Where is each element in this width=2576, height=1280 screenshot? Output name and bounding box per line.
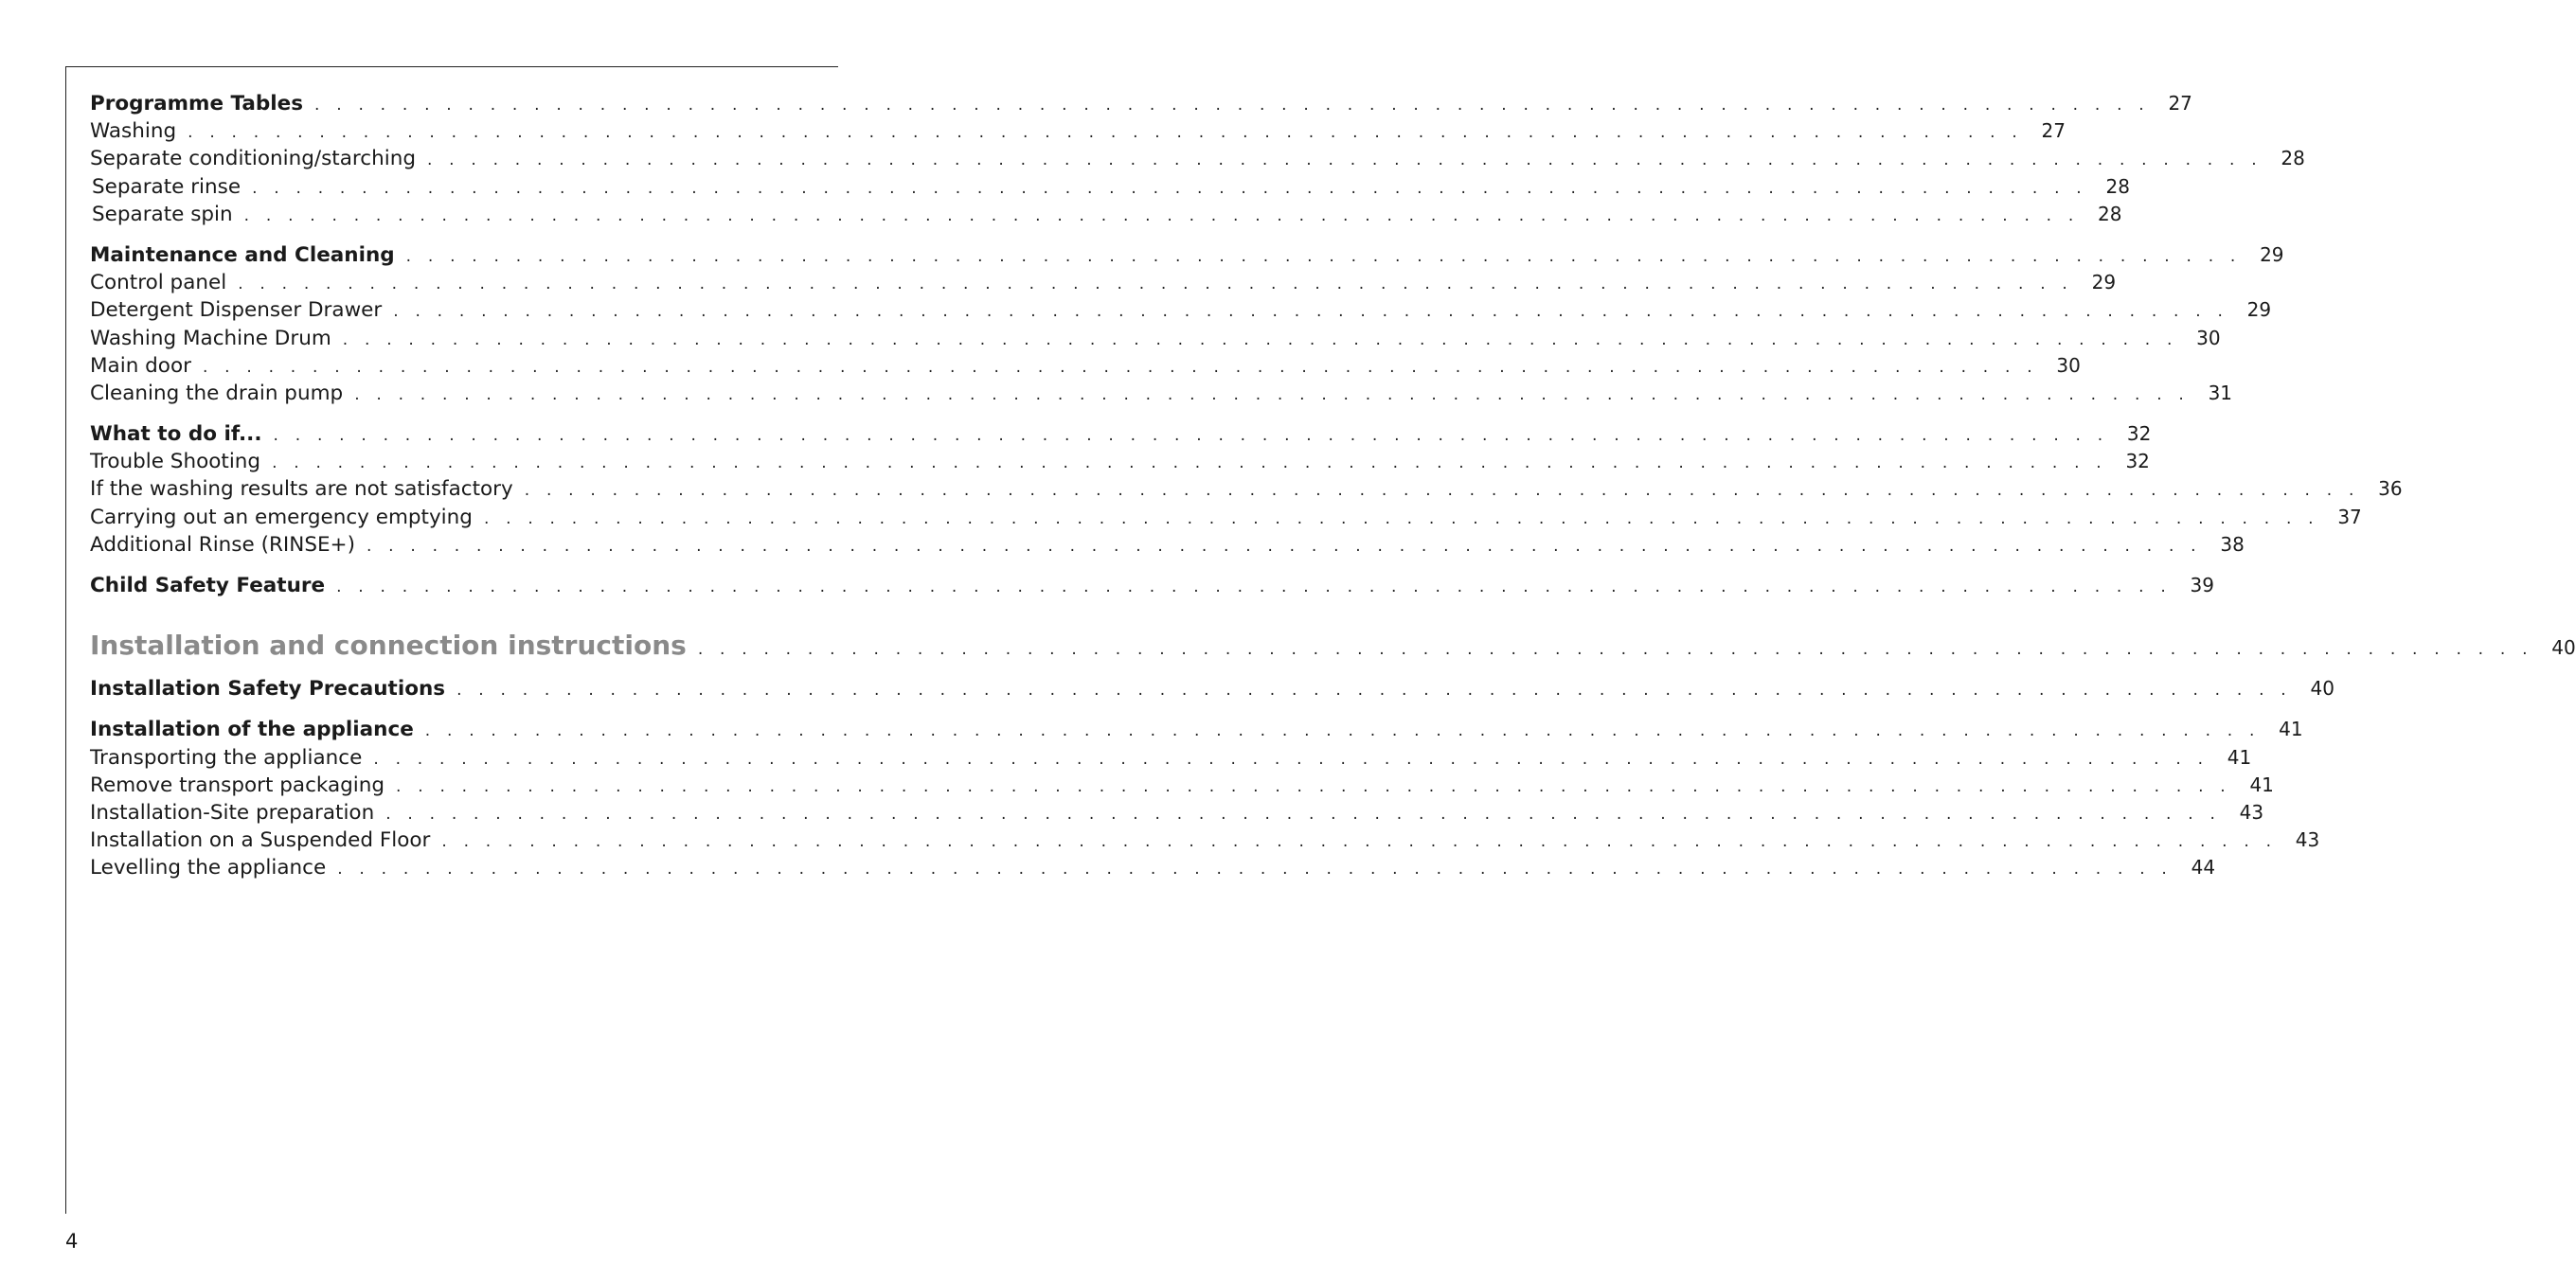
toc-entry-page: 43 <box>2295 828 2320 852</box>
toc-dot-leader: . . . . . . . . . . . . . . . . . . . . . . . . . . . . . . . . . . . . . . . . . . . . . . . . . . . . . . . . . . . . . . . . . . . . . . . . . . . . . . . . . . . . <box>396 776 2231 796</box>
toc-entry-label: Washing <box>90 119 177 144</box>
toc-entry-label: Washing Machine Drum <box>90 326 331 350</box>
toc-dot-leader: . . . . . . . . . . . . . . . . . . . . . . . . . . . . . . . . . . . . . . . . . . . . . . . . . . . . . . . . . . . . . . . . . . . . . . . . . . . . . . . . . . . . <box>697 640 2533 660</box>
toc-entry-page: 28 <box>2105 174 2130 198</box>
table-of-contents <box>90 90 2576 882</box>
frame-left-rule <box>65 66 66 1214</box>
toc-entry[interactable] <box>90 531 2245 559</box>
toc-entry-label: Control panel <box>90 271 227 295</box>
toc-entry-label: Installation on a Suspended Floor <box>90 828 431 853</box>
toc-entry-label: Separate conditioning/starching <box>90 147 416 171</box>
toc-section-heading[interactable] <box>90 572 2214 599</box>
toc-entry-label: Detergent Dispenser Drawer <box>90 298 383 323</box>
toc-entry[interactable] <box>90 854 2216 881</box>
toc-entry[interactable] <box>90 269 2117 296</box>
toc-entry-label: Installation Safety Precautions <box>90 677 446 702</box>
toc-entry-label: Remove transport packaging <box>90 773 385 797</box>
toc-entry-page: 27 <box>2168 92 2192 115</box>
toc-dot-leader: . . . . . . . . . . . . . . . . . . . . . . . . . . . . . . . . . . . . . . . . . . . . . . . . . . . . . . . . . . . . . . . . . . . . . . . . . . . . . . . . . . . . <box>314 96 2150 115</box>
toc-entry[interactable] <box>90 799 2264 827</box>
toc-entry-label: Programme Tables <box>90 92 304 116</box>
toc-entry[interactable] <box>90 352 2081 380</box>
toc-entry-label: Trouble Shooting <box>90 450 261 474</box>
toc-dot-leader: . . . . . . . . . . . . . . . . . . . . . . . . . . . . . . . . . . . . . . . . . . . . . . . . . . . . . . . . . . . . . . . . . . . . . . . . . . . . . . . . . . . . <box>252 178 2087 198</box>
toc-entry-page: 40 <box>2551 636 2576 660</box>
toc-entry-label: Main door <box>90 353 191 378</box>
toc-dot-leader: . . . . . . . . . . . . . . . . . . . . . . . . . . . . . . . . . . . . . . . . . . . . . . . . . . . . . . . . . . . . . . . . . . . . . . . . . . . . . . . . . . . . <box>342 329 2178 349</box>
toc-dot-leader: . . . . . . . . . . . . . . . . . . . . . . . . . . . . . . . . . . . . . . . . . . . . . . . . . . . . . . . . . . . . . . . . . . . . . . . . . . . . . . . . . . . . <box>385 804 2222 824</box>
toc-entry-label: Separate rinse <box>92 174 242 199</box>
toc-entry-page: 41 <box>2227 745 2252 769</box>
toc-dot-leader: . . . . . . . . . . . . . . . . . . . . . . . . . . . . . . . . . . . . . . . . . . . . . . . . . . . . . . . . . . . . . . . . . . . . . . . . . . . . . . . . . . . . <box>238 275 2074 294</box>
toc-entry-page: 41 <box>2249 773 2274 796</box>
toc-entry-page: 29 <box>2091 271 2117 294</box>
toc-dot-leader: . . . . . . . . . . . . . . . . . . . . . . . . . . . . . . . . . . . . . . . . . . . . . . . . . . . . . . . . . . . . . . . . . . . . . . . . . . . . . . . . . . . . <box>188 123 2023 143</box>
toc-entry-label: What to do if... <box>90 422 262 447</box>
toc-dot-leader: . . . . . . . . . . . . . . . . . . . . . . . . . . . . . . . . . . . . . . . . . . . . . . . . . . . . . . . . . . . . . . . . . . . . . . . . . . . . . . . . . . . . <box>337 860 2174 880</box>
toc-entry[interactable] <box>90 448 2150 475</box>
toc-entry-page: 36 <box>2378 477 2403 501</box>
toc-entry-label: Installation and connection instructions <box>90 630 687 662</box>
toc-entry-label: Levelling the appliance <box>90 856 327 880</box>
toc-dot-leader: . . . . . . . . . . . . . . . . . . . . . . . . . . . . . . . . . . . . . . . . . . . . . . . . . . . . . . . . . . . . . . . . . . . . . . . . . . . . . . . . . . . . <box>354 384 2191 404</box>
toc-chapter-heading[interactable] <box>90 626 2576 666</box>
toc-dot-leader: . . . . . . . . . . . . . . . . . . . . . . . . . . . . . . . . . . . . . . . . . . . . . . . . . . . . . . . . . . . . . . . . . . . . . . . . . . . . . . . . . . . . <box>373 749 2209 769</box>
toc-dot-leader: . . . . . . . . . . . . . . . . . . . . . . . . . . . . . . . . . . . . . . . . . . . . . . . . . . . . . . . . . . . . . . . . . . . . . . . . . . . . . . . . . . . . <box>426 151 2263 170</box>
frame-top-rule <box>65 66 838 67</box>
page-number: 4 <box>65 1230 79 1253</box>
toc-dot-leader: . . . . . . . . . . . . . . . . . . . . . . . . . . . . . . . . . . . . . . . . . . . . . . . . . . . . . . . . . . . . . . . . . . . . . . . . . . . . . . . . . . . . <box>424 721 2261 741</box>
toc-section-heading[interactable] <box>90 90 2192 117</box>
toc-entry-label: Child Safety Feature <box>90 574 326 597</box>
toc-entry-page: 28 <box>2098 202 2122 225</box>
toc-dot-leader: . . . . . . . . . . . . . . . . . . . . . . . . . . . . . . . . . . . . . . . . . . . . . . . . . . . . . . . . . . . . . . . . . . . . . . . . . . . . . . . . . . . . <box>336 578 2172 596</box>
toc-entry-page: 40 <box>2310 677 2334 701</box>
toc-entry-page: 28 <box>2281 147 2305 170</box>
toc-entry-label: Installation of the appliance <box>90 718 414 742</box>
toc-entry-page: 41 <box>2279 718 2303 741</box>
toc-dot-leader: . . . . . . . . . . . . . . . . . . . . . . . . . . . . . . . . . . . . . . . . . . . . . . . . . . . . . . . . . . . . . . . . . . . . . . . . . . . . . . . . . . . . <box>483 508 2319 528</box>
toc-entry-page: 30 <box>2196 326 2221 349</box>
toc-entry-page: 31 <box>2208 381 2233 404</box>
toc-entry-page: 32 <box>2126 422 2152 446</box>
toc-entry[interactable] <box>90 475 2403 503</box>
toc-entry-label: Installation-Site preparation <box>90 800 375 825</box>
toc-section-heading[interactable] <box>90 420 2152 448</box>
toc-entry-page: 44 <box>2191 856 2216 880</box>
toc-dot-leader: . . . . . . . . . . . . . . . . . . . . . . . . . . . . . . . . . . . . . . . . . . . . . . . . . . . . . . . . . . . . . . . . . . . . . . . . . . . . . . . . . . . . <box>441 832 2278 852</box>
toc-section-heading[interactable] <box>90 241 2284 269</box>
toc-entry-label: Separate spin <box>92 202 233 226</box>
toc-entry-page: 43 <box>2239 800 2264 824</box>
toc-entry-page: 29 <box>2246 298 2272 322</box>
toc-dot-leader: . . . . . . . . . . . . . . . . . . . . . . . . . . . . . . . . . . . . . . . . . . . . . . . . . . . . . . . . . . . . . . . . . . . . . . . . . . . . . . . . . . . . <box>405 246 2242 266</box>
toc-entry[interactable] <box>90 772 2274 799</box>
toc-section-heading[interactable] <box>90 716 2303 743</box>
toc-dot-leader: . . . . . . . . . . . . . . . . . . . . . . . . . . . . . . . . . . . . . . . . . . . . . . . . . . . . . . . . . . . . . . . . . . . . . . . . . . . . . . . . . . . . <box>243 205 2080 225</box>
toc-dot-leader: . . . . . . . . . . . . . . . . . . . . . . . . . . . . . . . . . . . . . . . . . . . . . . . . . . . . . . . . . . . . . . . . . . . . . . . . . . . . . . . . . . . . <box>456 681 2292 701</box>
toc-entry-label: Cleaning the drain pump <box>90 381 344 405</box>
toc-entry[interactable] <box>90 827 2320 854</box>
toc-entry[interactable] <box>90 117 2066 145</box>
toc-entry-label: Carrying out an emergency emptying <box>90 505 473 529</box>
toc-entry[interactable] <box>90 296 2272 324</box>
toc-dot-leader: . . . . . . . . . . . . . . . . . . . . . . . . . . . . . . . . . . . . . . . . . . . . . . . . . . . . . . . . . . . . . . . . . . . . . . . . . . . . . . . . . . . . <box>273 426 2109 446</box>
toc-entry[interactable] <box>90 173 2130 201</box>
toc-entry-page: 37 <box>2337 505 2362 528</box>
toc-entry-label: Transporting the appliance <box>90 745 363 770</box>
toc-entry-page: 29 <box>2260 242 2284 266</box>
toc-dot-leader: . . . . . . . . . . . . . . . . . . . . . . . . . . . . . . . . . . . . . . . . . . . . . . . . . . . . . . . . . . . . . . . . . . . . . . . . . . . . . . . . . . . . <box>524 481 2360 501</box>
toc-entry-page: 30 <box>2056 353 2081 377</box>
toc-dot-leader: . . . . . . . . . . . . . . . . . . . . . . . . . . . . . . . . . . . . . . . . . . . . . . . . . . . . . . . . . . . . . . . . . . . . . . . . . . . . . . . . . . . . <box>366 536 2202 556</box>
toc-entry-page: 38 <box>2220 532 2245 556</box>
toc-entry-page: 27 <box>2041 119 2066 143</box>
toc-entry[interactable] <box>90 201 2122 228</box>
toc-entry[interactable] <box>90 380 2233 407</box>
toc-entry-page: 39 <box>2190 574 2214 596</box>
toc-dot-leader: . . . . . . . . . . . . . . . . . . . . . . . . . . . . . . . . . . . . . . . . . . . . . . . . . . . . . . . . . . . . . . . . . . . . . . . . . . . . . . . . . . . . <box>202 357 2038 377</box>
toc-entry[interactable] <box>90 504 2362 531</box>
toc-entry-label: If the washing results are not satisfactory <box>90 477 513 502</box>
toc-entry-label: Maintenance and Cleaning <box>90 242 395 267</box>
toc-dot-leader: . . . . . . . . . . . . . . . . . . . . . . . . . . . . . . . . . . . . . . . . . . . . . . . . . . . . . . . . . . . . . . . . . . . . . . . . . . . . . . . . . . . . <box>272 453 2107 473</box>
toc-entry[interactable] <box>90 145 2305 172</box>
toc-entry-label: Additional Rinse (RINSE+) <box>90 532 355 557</box>
toc-dot-leader: . . . . . . . . . . . . . . . . . . . . . . . . . . . . . . . . . . . . . . . . . . . . . . . . . . . . . . . . . . . . . . . . . . . . . . . . . . . . . . . . . . . . <box>393 302 2229 322</box>
toc-entry[interactable] <box>90 744 2252 772</box>
toc-entry-page: 32 <box>2125 450 2150 473</box>
toc-section-heading[interactable] <box>90 675 2334 702</box>
toc-entry[interactable] <box>90 325 2221 352</box>
